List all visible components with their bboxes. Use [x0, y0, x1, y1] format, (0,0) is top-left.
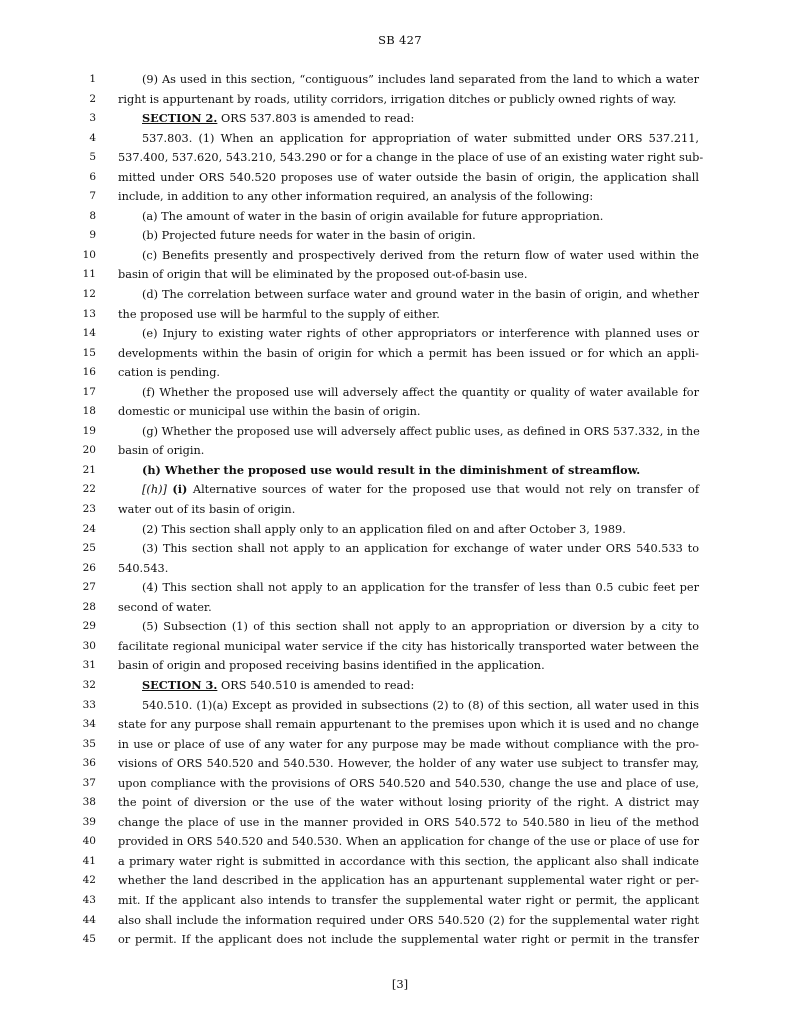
- line-text: [142, 70, 699, 90]
- text-line: [0, 832, 800, 852]
- text-run: whether the land described in the application has an appurtenant supplemental water right or per-: [118, 874, 699, 888]
- line-text: [118, 90, 699, 110]
- text-run: (g) Whether the proposed use will adversely affect public uses, as defined in ORS 537.332, in the: [142, 424, 700, 438]
- text-line: [0, 871, 800, 891]
- line-text: [142, 520, 699, 540]
- text-run: change the place of use in the manner provided in ORS 540.572 to 540.580 in lieu of the method: [118, 815, 699, 829]
- text-line: [0, 715, 800, 735]
- line-number: 36: [82, 757, 96, 770]
- line-number: 14: [82, 327, 96, 340]
- text-line: [0, 148, 800, 168]
- text-line: [0, 363, 800, 383]
- line-number: 38: [82, 796, 96, 809]
- text-run: basin of origin.: [118, 444, 205, 458]
- text-line: [0, 500, 800, 520]
- line-number: 22: [82, 483, 96, 496]
- text-run: basin of origin that will be eliminated by the proposed out-of-basin use.: [118, 268, 528, 282]
- text-line: [0, 324, 800, 344]
- line-number: 43: [82, 893, 96, 906]
- text-run: SECTION 2.: [142, 111, 218, 126]
- text-run: (i): [172, 482, 188, 497]
- text-run: right is appurtenant by roads, utility corridors, irrigation ditches or publicly owned rights of way.: [118, 92, 677, 106]
- line-number: 42: [82, 874, 96, 887]
- line-number: 33: [82, 698, 96, 711]
- line-text: [118, 559, 699, 579]
- line-text: [118, 344, 699, 364]
- text-line: [0, 559, 800, 579]
- text-line: [0, 480, 800, 500]
- text-run: (a) The amount of water in the basin of origin available for future appropriation.: [142, 209, 604, 223]
- text-line: [0, 344, 800, 364]
- text-run: (2) This section shall apply only to an application filed on and after October 3, 1989.: [142, 522, 626, 536]
- line-text: [118, 305, 699, 325]
- text-run: domestic or municipal use within the basin of origin.: [118, 405, 421, 419]
- line-number: 1: [89, 73, 96, 85]
- line-number: 37: [82, 776, 96, 789]
- text-run: ORS 540.510 is amended to read:: [217, 678, 415, 692]
- line-number: 25: [82, 542, 96, 555]
- text-run: (3) This section shall not apply to an application for exchange of water under ORS 540.533 to: [142, 542, 699, 556]
- text-line: [0, 187, 800, 207]
- text-line: [0, 676, 800, 696]
- line-text: [142, 324, 699, 344]
- line-number: 27: [82, 581, 96, 594]
- line-text: [142, 578, 699, 598]
- text-line: [0, 461, 800, 481]
- line-text: [118, 813, 699, 833]
- text-run: state for any purpose shall remain appurtenant to the premises upon which it is used and no change: [118, 718, 699, 732]
- text-run: mitted under ORS 540.520 proposes use of water outside the basin of origin, the application shall: [118, 170, 699, 184]
- line-text: [118, 871, 699, 891]
- page-number: [3]: [391, 977, 409, 991]
- line-number: 29: [82, 620, 96, 633]
- line-text: [118, 637, 699, 657]
- line-text: [118, 363, 699, 383]
- text-run: mit. If the applicant also intends to transfer the supplemental water right or permit, the applicant: [118, 893, 699, 907]
- line-text: [142, 226, 699, 246]
- line-text: [142, 109, 699, 129]
- text-run: ORS 537.803 is amended to read:: [217, 112, 415, 126]
- line-text: [142, 422, 699, 442]
- text-line: [0, 598, 800, 618]
- line-text: [118, 656, 699, 676]
- line-number: 7: [89, 190, 96, 203]
- text-line: [0, 129, 800, 149]
- line-text: [142, 207, 699, 227]
- text-line: [0, 930, 800, 950]
- line-number: 23: [82, 503, 96, 516]
- text-run: 540.510. (1)(a) Except as provided in subsections (2) to (8) of this section, all water used in this: [142, 698, 699, 712]
- text-run: 537.803. (1) When an application for appropriation of water submitted under ORS 537.211,: [142, 131, 699, 145]
- line-number: 31: [82, 659, 96, 672]
- line-text: [118, 148, 704, 168]
- text-run: 537.400, 537.620, 543.210, 543.290 or for a change in the place of use of an existing water right sub-: [118, 151, 704, 165]
- line-number: 20: [82, 444, 96, 457]
- line-text: [118, 168, 699, 188]
- text-run: (c) Benefits presently and prospectively derived from the return flow of water used within the: [142, 248, 699, 262]
- text-run: (5) Subsection (1) of this section shall not apply to an appropriation or diversion by a city to: [142, 620, 699, 634]
- text-line: [0, 774, 800, 794]
- text-run: cation is pending.: [118, 366, 221, 380]
- line-text: [118, 852, 699, 872]
- line-number: 34: [82, 718, 96, 731]
- text-run: provided in ORS 540.520 and 540.530. When an application for change of the use or place of use for: [118, 835, 699, 849]
- text-run: (e) Injury to existing water rights of other appropriators or interference with planned uses or: [142, 327, 699, 341]
- line-number: 44: [82, 913, 96, 926]
- text-line: [0, 109, 800, 129]
- line-text: [142, 696, 699, 716]
- line-number: 12: [82, 288, 96, 301]
- line-number: 13: [82, 307, 96, 320]
- text-line: [0, 402, 800, 422]
- line-number: 41: [82, 854, 96, 867]
- line-text: [118, 500, 699, 520]
- text-run: visions of ORS 540.520 and 540.530. However, the holder of any water use subject to transfer may,: [118, 757, 699, 771]
- line-number: 19: [82, 424, 96, 437]
- text-run: water out of its basin of origin.: [118, 503, 296, 517]
- text-run: (9) As used in this section, “contiguous” includes land separated from the land to which a water: [142, 73, 699, 86]
- text-run: in use or place of use of any water for any purpose may be made without compliance with the pro-: [118, 737, 699, 751]
- line-number: 6: [89, 170, 96, 183]
- text-line: [0, 226, 800, 246]
- line-number: 5: [89, 151, 96, 164]
- line-text: [142, 246, 699, 266]
- line-number: 39: [82, 815, 96, 828]
- line-text: [142, 676, 699, 696]
- line-text: [118, 832, 699, 852]
- text-line: [0, 852, 800, 872]
- text-run: include, in addition to any other information required, an analysis of the following:: [118, 190, 594, 204]
- text-line: [0, 754, 800, 774]
- line-text: [118, 598, 699, 618]
- line-text: [118, 793, 699, 813]
- text-run: the point of diversion or the use of the water without losing priority of the right. A district may: [118, 796, 699, 810]
- text-run: a primary water right is submitted in accordance with this section, the applicant also shall indicate: [118, 854, 699, 868]
- line-text: [118, 735, 699, 755]
- text-run: Alternative sources of water for the proposed use that would not rely on transfer of: [187, 483, 699, 497]
- text-run: [(h)]: [142, 483, 167, 497]
- line-number: 11: [82, 268, 96, 281]
- line-number: 35: [82, 737, 96, 750]
- text-run: SECTION 3.: [142, 677, 218, 692]
- text-line: [0, 656, 800, 676]
- text-run: also shall include the information required under ORS 540.520 (2) for the supplemental water right: [118, 913, 699, 927]
- line-text: [142, 383, 699, 403]
- line-text: [118, 715, 699, 735]
- text-run: developments within the basin of origin for which a permit has been issued or for which an appli-: [118, 346, 699, 360]
- line-number: 26: [82, 561, 96, 574]
- text-line: [0, 207, 800, 227]
- text-run: basin of origin and proposed receiving basins identified in the application.: [118, 659, 545, 673]
- line-number: 17: [82, 385, 96, 398]
- line-text: [118, 930, 699, 950]
- line-text: [142, 129, 699, 149]
- text-line: [0, 441, 800, 461]
- line-text: [118, 441, 699, 461]
- line-number: 8: [89, 209, 96, 222]
- line-number: 3: [89, 112, 96, 125]
- text-run: or permit. If the applicant does not include the supplemental water right or permit in the transfer: [118, 933, 699, 947]
- text-run: the proposed use will be harmful to the supply of either.: [118, 307, 440, 321]
- line-text: [142, 480, 699, 500]
- text-line: [0, 520, 800, 540]
- text-line: [0, 305, 800, 325]
- text-run: (b) Projected future needs for water in the basin of origin.: [142, 229, 476, 243]
- line-text: [142, 539, 699, 559]
- line-text: [118, 911, 699, 931]
- line-text: [118, 891, 699, 911]
- document-body: [0, 70, 800, 950]
- text-line: [0, 735, 800, 755]
- text-run: upon compliance with the provisions of ORS 540.520 and 540.530, change the use and place of use,: [118, 776, 699, 790]
- text-line: [0, 285, 800, 305]
- text-line: [0, 422, 800, 442]
- text-line: [0, 696, 800, 716]
- text-line: [0, 813, 800, 833]
- line-number: 32: [82, 678, 96, 691]
- text-line: [0, 539, 800, 559]
- line-number: 2: [89, 92, 96, 105]
- line-text: [142, 461, 699, 481]
- text-run: 540.543.: [118, 561, 169, 575]
- line-number: 15: [82, 346, 96, 359]
- line-text: [118, 754, 699, 774]
- text-line: [0, 383, 800, 403]
- text-line: [0, 637, 800, 657]
- line-number: 30: [82, 639, 96, 652]
- line-number: 16: [82, 366, 96, 379]
- line-text: [118, 402, 699, 422]
- line-number: 45: [82, 933, 96, 946]
- text-run: second of water.: [118, 600, 212, 614]
- text-line: [0, 90, 800, 110]
- line-text: [142, 617, 699, 637]
- line-number: 4: [89, 131, 96, 144]
- line-number: 21: [82, 463, 96, 476]
- text-run: (d) The correlation between surface water and ground water in the basin of origin, and whether: [142, 288, 699, 302]
- line-number: 40: [82, 835, 96, 848]
- text-run: (4) This section shall not apply to an application for the transfer of less than 0.5 cubic feet per: [142, 581, 699, 595]
- text-line: [0, 70, 800, 90]
- text-line: [0, 793, 800, 813]
- line-text: [118, 774, 699, 794]
- line-number: 10: [82, 248, 96, 261]
- line-number: 28: [82, 600, 96, 613]
- line-number: 18: [82, 405, 96, 418]
- line-number: 9: [89, 229, 96, 242]
- text-line: [0, 911, 800, 931]
- text-run: (h) Whether the proposed use would result in the diminishment of streamflow.: [142, 462, 641, 477]
- text-line: [0, 617, 800, 637]
- line-text: [118, 265, 699, 285]
- page-header: SB 427: [378, 33, 422, 47]
- text-run: (f) Whether the proposed use will adversely affect the quantity or quality of water available for: [142, 385, 699, 399]
- line-number: 24: [82, 522, 96, 535]
- text-line: [0, 168, 800, 188]
- text-run: facilitate regional municipal water service if the city has historically transported water between the: [118, 639, 699, 653]
- text-line: [0, 891, 800, 911]
- text-line: [0, 265, 800, 285]
- text-line: [0, 246, 800, 266]
- line-text: [118, 187, 699, 207]
- line-text: [142, 285, 699, 305]
- text-line: [0, 578, 800, 598]
